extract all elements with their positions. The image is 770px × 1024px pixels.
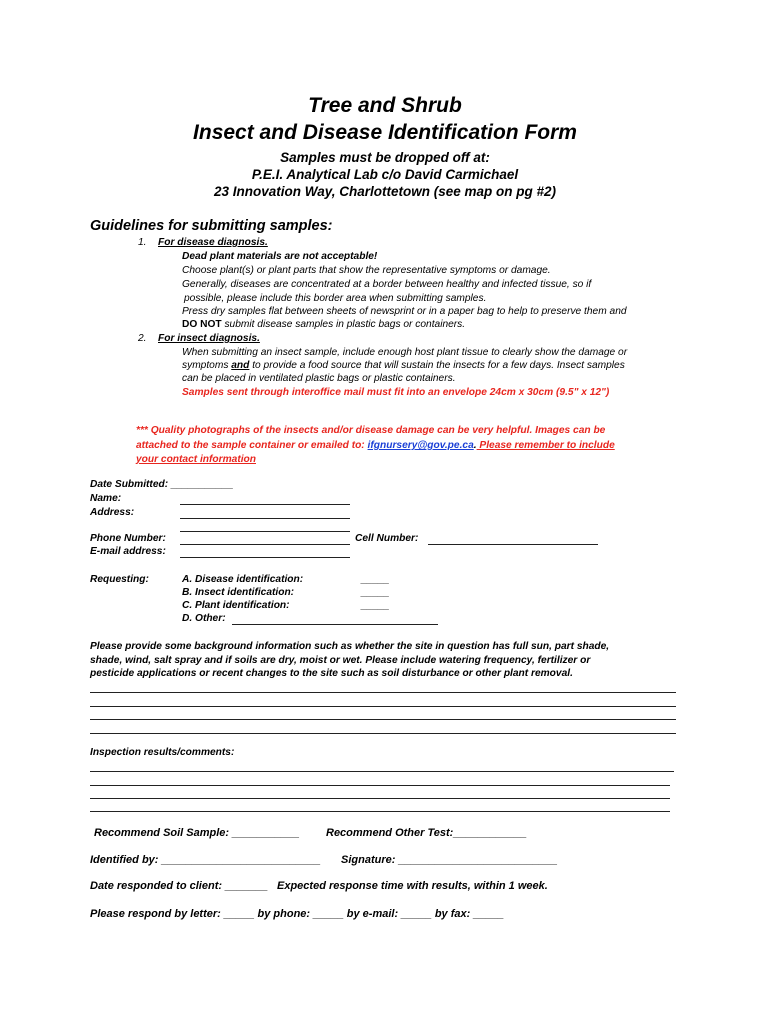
dropoff-label: Samples must be dropped off at: xyxy=(280,150,490,165)
option-plant: C. Plant identification: xyxy=(182,600,290,611)
dropoff-lab: P.E.I. Analytical Lab c/o David Carmichael xyxy=(251,167,519,182)
guidelines-heading: Guidelines for submitting samples: xyxy=(90,218,333,234)
inspection-label: Inspection results/comments: xyxy=(90,747,235,758)
item1-line: Choose plant(s) or plant parts that show the representative symptoms or damage. xyxy=(182,265,551,276)
respond-method-field[interactable]: Please respond by letter: _____ by phone: _____ by e-mail: _____ by fax: _____ xyxy=(90,908,504,920)
and-emphasis: and xyxy=(231,360,250,371)
item1-line: Generally, diseases are concentrated at a border between healthy and infected tissue, so if xyxy=(182,279,592,290)
disease-blank[interactable]: _____ xyxy=(361,574,390,585)
item1-line: Press dry samples flat between sheets of newsprint or in a paper bag to help to preserve them and xyxy=(182,306,627,317)
item2-line-b: to provide a food source that will sustain the insects for a few days. Insect samples xyxy=(249,360,625,371)
photo-note-line2-b: Please remember to include xyxy=(476,440,615,451)
phone-label: Phone Number: xyxy=(90,533,166,544)
inspection-answer-line[interactable] xyxy=(90,798,670,799)
cell-label: Cell Number: xyxy=(355,533,419,544)
item2-number: 2. xyxy=(138,333,147,344)
cell-field[interactable] xyxy=(428,544,598,545)
background-answer-line[interactable] xyxy=(90,733,676,734)
email-period: . xyxy=(473,440,477,451)
insect-blank[interactable]: _____ xyxy=(361,587,390,598)
email-field[interactable] xyxy=(180,557,350,558)
form-title-line1: Tree and Shrub xyxy=(308,94,462,117)
recommend-soil-field[interactable]: Recommend Soil Sample: ___________ xyxy=(94,827,300,839)
background-answer-line[interactable] xyxy=(90,706,676,707)
address-label: Address: xyxy=(90,507,135,518)
photo-note-line1: *** Quality photographs of the insects and/or disease damage can be very helpful. Images can be xyxy=(136,425,606,436)
photo-note-line3: your contact information xyxy=(136,454,256,465)
date-responded-field[interactable]: Date responded to client: _______ xyxy=(90,880,268,892)
item1-line: Dead plant materials are not acceptable! xyxy=(182,251,378,262)
item2-line xyxy=(182,360,625,371)
interoffice-mail-note: Samples sent through interoffice mail must fit into an envelope 24cm x 30cm (9.5" x 12") xyxy=(182,387,610,398)
phone-field[interactable] xyxy=(180,544,350,545)
item2-title: For insect diagnosis. xyxy=(158,333,260,344)
form-title-line2: Insect and Disease Identification Form xyxy=(193,121,577,144)
name-label: Name: xyxy=(90,493,122,504)
item1-title: For disease diagnosis. xyxy=(158,237,268,248)
plant-blank[interactable]: _____ xyxy=(361,600,390,611)
requesting-label: Requesting: xyxy=(90,574,149,585)
item1-line xyxy=(182,319,465,330)
background-answer-line[interactable] xyxy=(90,692,676,693)
inspection-answer-line[interactable] xyxy=(90,771,674,772)
email-link[interactable]: ifgnursery@gov.pe.ca xyxy=(367,440,474,451)
background-answer-line[interactable] xyxy=(90,719,676,720)
expected-response-note: Expected response time with results, within 1 week. xyxy=(277,880,548,892)
address-field-line1[interactable] xyxy=(180,518,350,519)
background-line2: shade, wind, salt spray and if soils are dry, moist or wet. Please include watering frequency, fertilizer or xyxy=(90,655,591,666)
address-field-line2[interactable] xyxy=(180,531,350,532)
background-line3: pesticide applications or recent changes to the site such as soil disturbance or other plant removal. xyxy=(90,668,573,679)
item2-line: When submitting an insect sample, include enough host plant tissue to clearly show the damage or xyxy=(182,347,628,358)
date-submitted-field[interactable]: Date Submitted: ___________ xyxy=(90,479,234,490)
photo-note-line2 xyxy=(136,440,615,451)
recommend-other-test-field[interactable]: Recommend Other Test:____________ xyxy=(326,827,527,839)
item1-number: 1. xyxy=(138,237,147,248)
item2-line: can be placed in ventilated plastic bags or plastic containers. xyxy=(182,373,456,384)
do-not-emphasis: DO NOT xyxy=(182,319,222,330)
signature-field[interactable]: Signature: __________________________ xyxy=(341,854,558,866)
name-field[interactable] xyxy=(180,504,350,505)
option-disease: A. Disease identification: xyxy=(182,574,304,585)
dropoff-address: 23 Innovation Way, Charlottetown (see map on pg #2) xyxy=(213,184,557,199)
email-label: E-mail address: xyxy=(90,546,166,557)
inspection-answer-line[interactable] xyxy=(90,811,670,812)
identified-by-field[interactable]: Identified by: __________________________ xyxy=(90,854,321,866)
option-other: D. Other: xyxy=(182,613,226,624)
inspection-answer-line[interactable] xyxy=(90,785,670,786)
photo-note-line2-a: attached to the sample container or emailed to: xyxy=(136,440,368,451)
other-field[interactable] xyxy=(232,624,438,625)
background-line1: Please provide some background information such as whether the site in question has full sun, part shade, xyxy=(90,641,610,652)
option-insect: B. Insect identification: xyxy=(182,587,295,598)
item1-line-rest: submit disease samples in plastic bags or containers. xyxy=(221,319,466,330)
item1-line: possible, please include this border area when submitting samples. xyxy=(184,293,487,304)
item2-line-a: symptoms xyxy=(182,360,232,371)
